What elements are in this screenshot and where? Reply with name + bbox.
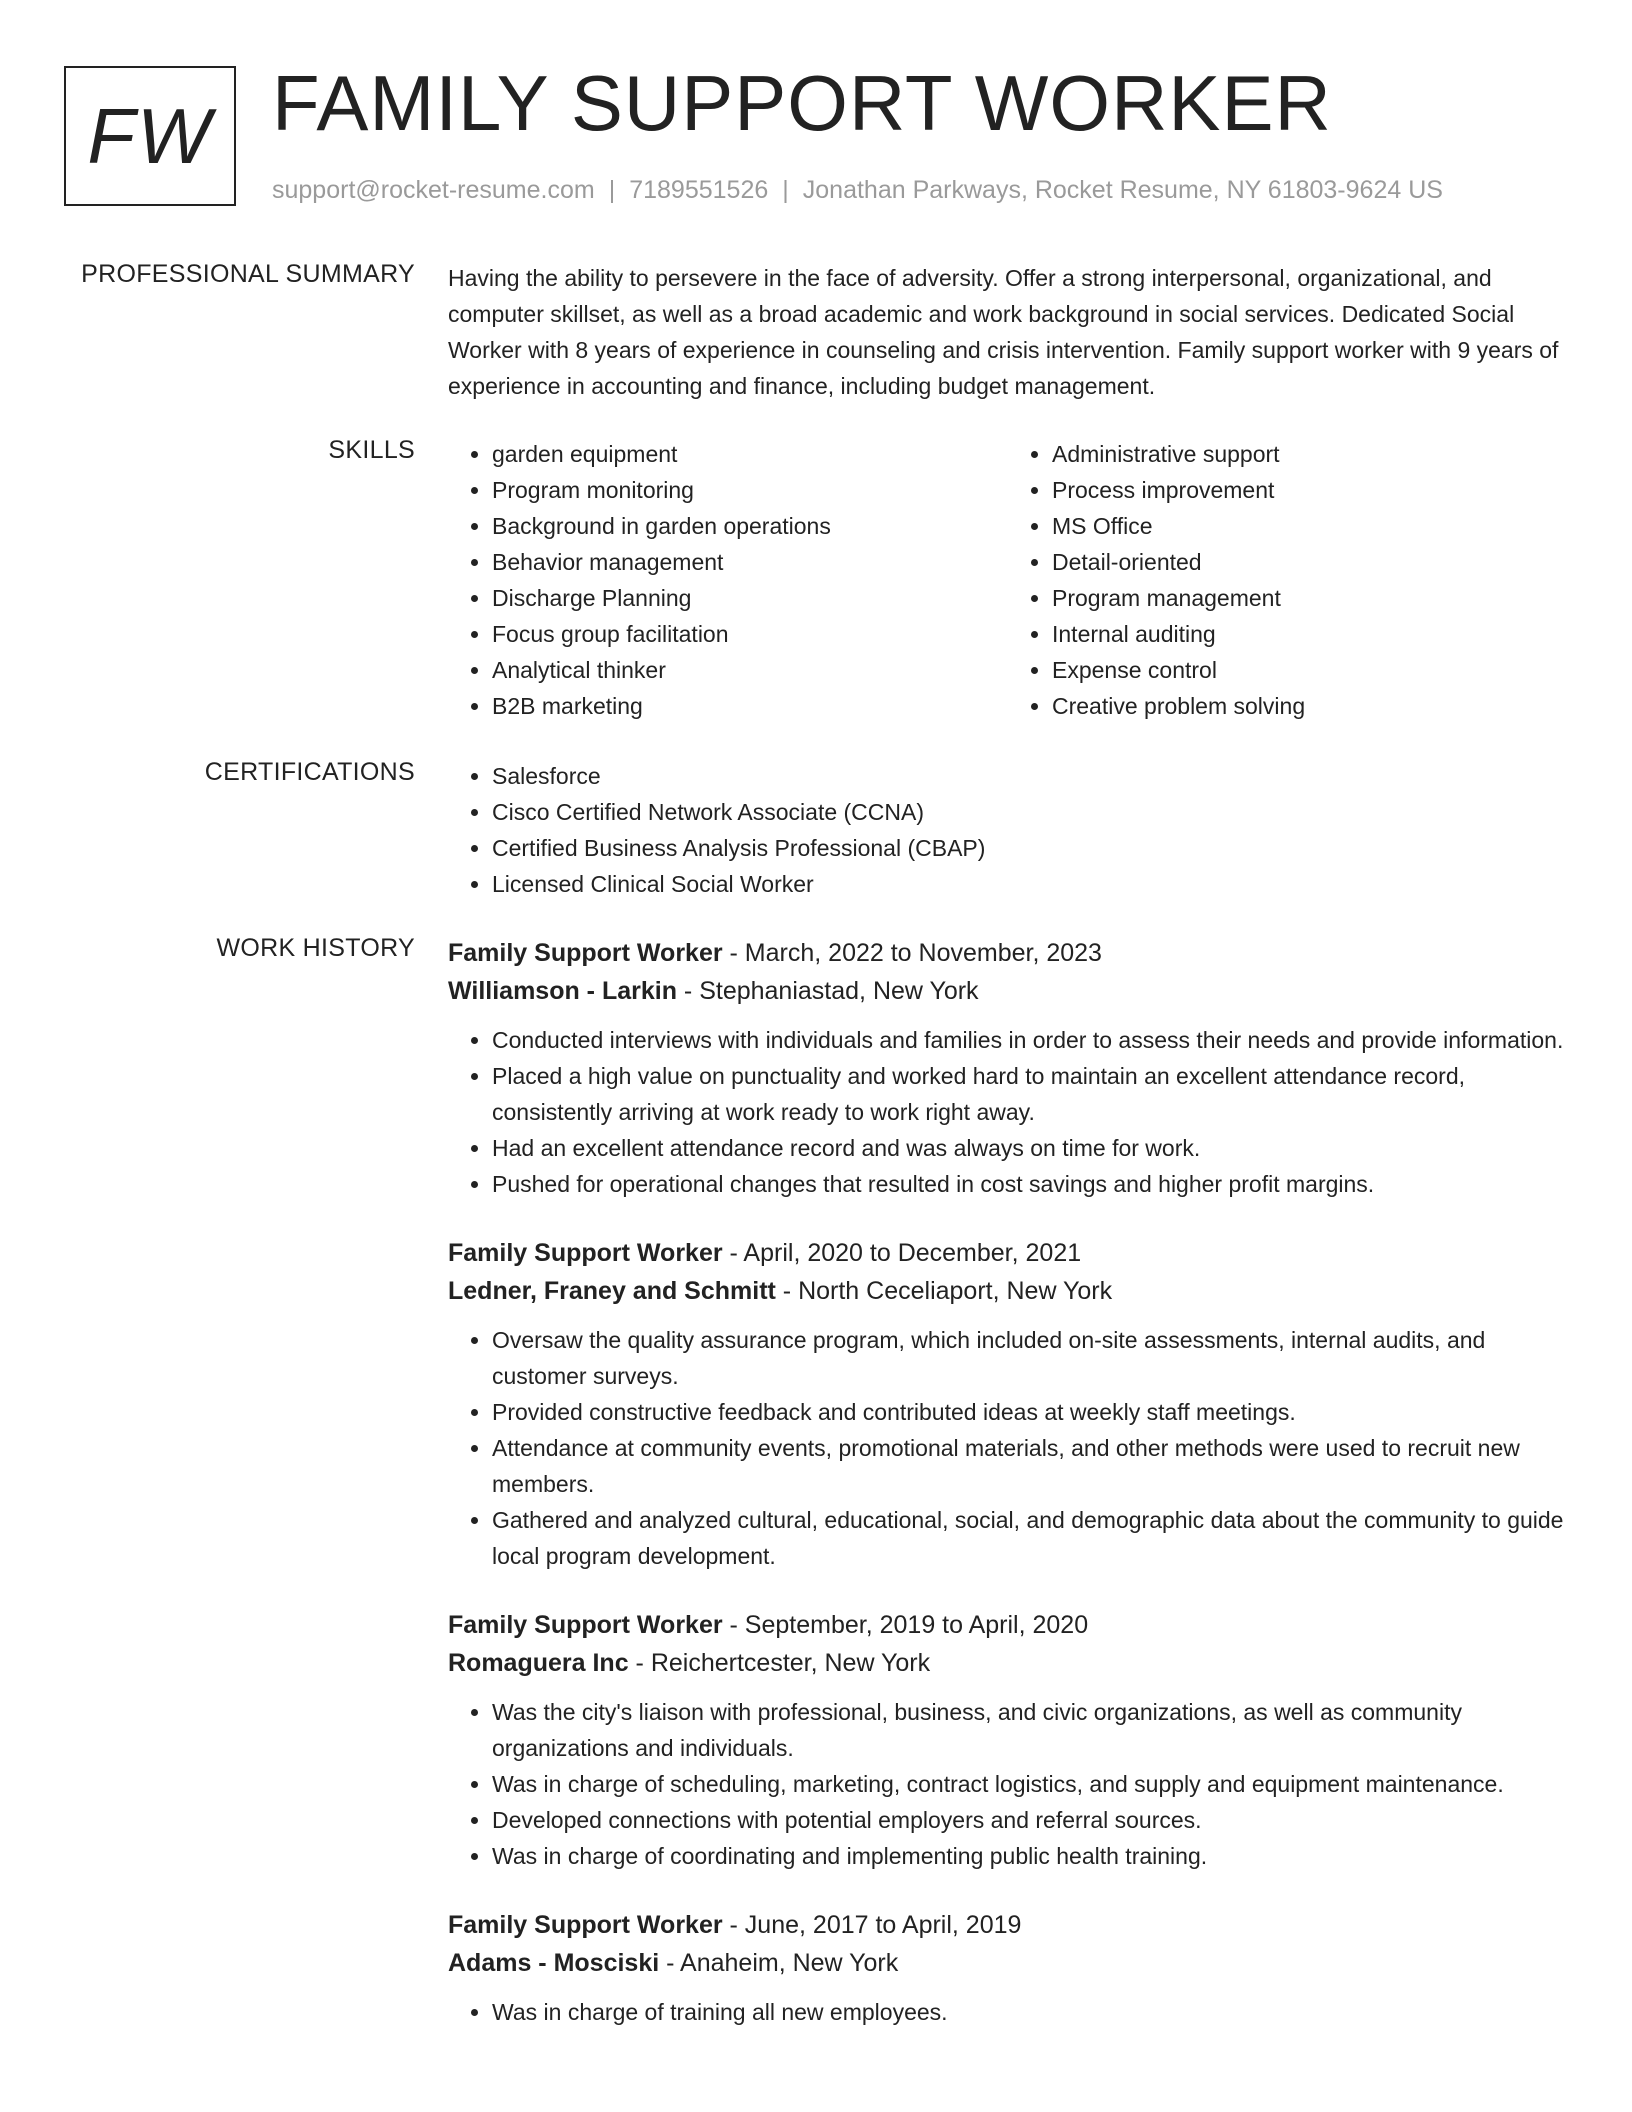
job-bullets (448, 1322, 1568, 1574)
list-item: • Background in garden operations (492, 508, 1008, 544)
list-item: • Salesforce (492, 758, 1568, 794)
list-item: • Gathered and analyzed cultural, educational, social, and demographic data about the community to guide local program development. (492, 1502, 1568, 1574)
phone-text: 7189551526 (629, 176, 769, 204)
list-item: • Provided constructive feedback and contributed ideas at weekly staff meetings. (492, 1394, 1568, 1430)
job-company-line (448, 1944, 1568, 1982)
job-company-line (448, 1644, 1568, 1682)
list-item: • Was in charge of scheduling, marketing, contract logistics, and supply and equipment maintenance. (492, 1766, 1568, 1802)
list-item: • Administrative support (1052, 436, 1568, 472)
job-title: Family Support Worker (448, 1611, 723, 1639)
job-entry (448, 1906, 1568, 2030)
job-dates: - September, 2019 to April, 2020 (722, 1611, 1089, 1639)
section-label: WORK HISTORY (216, 934, 415, 962)
contact-separator: | (782, 176, 789, 204)
list-item: • Internal auditing (1052, 616, 1568, 652)
section-label: CERTIFICATIONS (204, 758, 415, 786)
job-location: - North Ceceliaport, New York (775, 1277, 1113, 1305)
list-item: • Was the city's liaison with professional, business, and civic organizations, as well as community organizations and individuals. (492, 1694, 1568, 1766)
list-item: • Process improvement (1052, 472, 1568, 508)
list-item: • B2B marketing (492, 688, 1008, 724)
job-location: - Anaheim, New York (659, 1949, 899, 1977)
list-item: • Oversaw the quality assurance program, which included on-site assessments, internal audits, and customer surveys. (492, 1322, 1568, 1394)
job-title: Family Support Worker (448, 939, 723, 967)
list-item: • Conducted interviews with individuals and families in order to assess their needs and provide information. (492, 1022, 1568, 1058)
job-company: Williamson - Larkin (448, 977, 677, 1005)
list-item: • Cisco Certified Network Associate (CCNA) (492, 794, 1568, 830)
job-entry (448, 934, 1568, 1202)
skills-list-left (448, 436, 1008, 724)
job-bullets (448, 1694, 1568, 1874)
list-item: • Behavior management (492, 544, 1008, 580)
list-item: • Detail-oriented (1052, 544, 1568, 580)
list-item: • Pushed for operational changes that resulted in cost savings and higher profit margins. (492, 1166, 1568, 1202)
list-item: • Focus group facilitation (492, 616, 1008, 652)
job-entry (448, 1234, 1568, 1574)
list-item: • Attendance at community events, promotional materials, and other methods were used to recruit new members. (492, 1430, 1568, 1502)
jobs-list (448, 934, 1568, 2062)
contact-separator: | (608, 176, 616, 204)
job-company: Romaguera Inc (448, 1649, 629, 1677)
job-title-line (448, 1906, 1568, 1944)
job-title-line (448, 934, 1568, 972)
skills-list-right (1008, 436, 1568, 724)
list-item: • Was in charge of coordinating and implementing public health training. (492, 1838, 1568, 1874)
page-title: FAMILY SUPPORT WORKER (272, 59, 1332, 147)
email-text: support@rocket-resume.com (272, 176, 595, 204)
list-item: • Discharge Planning (492, 580, 1008, 616)
job-company: Ledner, Franey and Schmitt (448, 1277, 776, 1305)
job-company: Adams - Mosciski (448, 1949, 660, 1977)
job-title: Family Support Worker (448, 1239, 723, 1267)
contact-line (272, 176, 1443, 205)
job-location: - Reichertcester, New York (628, 1649, 931, 1677)
list-item: • Program monitoring (492, 472, 1008, 508)
list-item: • Placed a high value on punctuality and worked hard to maintain an excellent attendance record, consistently arriving at work ready to work right away. (492, 1058, 1568, 1130)
address-text: Jonathan Parkways, Rocket Resume, NY 61803-9624 US (802, 176, 1443, 204)
job-dates: - March, 2022 to November, 2023 (722, 939, 1102, 967)
job-company-line (448, 1272, 1568, 1310)
certifications-list (448, 758, 1568, 902)
job-title-line (448, 1606, 1568, 1644)
monogram-logo: FW (64, 66, 236, 206)
job-bullets (448, 1994, 1568, 2030)
job-dates: - June, 2017 to April, 2019 (722, 1911, 1022, 1939)
list-item: • Creative problem solving (1052, 688, 1568, 724)
list-item: • Was in charge of training all new employees. (492, 1994, 1568, 2030)
list-item: • Certified Business Analysis Professional (CBAP) (492, 830, 1568, 866)
job-title-line (448, 1234, 1568, 1272)
job-location: - Stephaniastad, New York (676, 977, 979, 1005)
section-label: PROFESSIONAL SUMMARY (81, 260, 415, 288)
list-item: • Developed connections with potential employers and referral sources. (492, 1802, 1568, 1838)
job-dates: - April, 2020 to December, 2021 (722, 1239, 1082, 1267)
list-item: • garden equipment (492, 436, 1008, 472)
list-item: • MS Office (1052, 508, 1568, 544)
list-item: • Had an excellent attendance record and was always on time for work. (492, 1130, 1568, 1166)
job-title: Family Support Worker (448, 1911, 723, 1939)
job-company-line (448, 972, 1568, 1010)
summary-text: Having the ability to persevere in the face of adversity. Offer a strong interpersonal, organizational, and computer skillset, as well as a broad academic and work background in social services. Dedicated Social Worker with 8 years of experience in counseling and crisis intervention. Family support worker with 9 years of experience in accounting and finance, including budget management. (448, 265, 1559, 399)
job-entry (448, 1606, 1568, 1874)
list-item: • Licensed Clinical Social Worker (492, 866, 1568, 902)
list-item: • Program management (1052, 580, 1568, 616)
list-item: • Analytical thinker (492, 652, 1008, 688)
job-bullets (448, 1022, 1568, 1202)
section-label: SKILLS (328, 436, 415, 464)
list-item: • Expense control (1052, 652, 1568, 688)
